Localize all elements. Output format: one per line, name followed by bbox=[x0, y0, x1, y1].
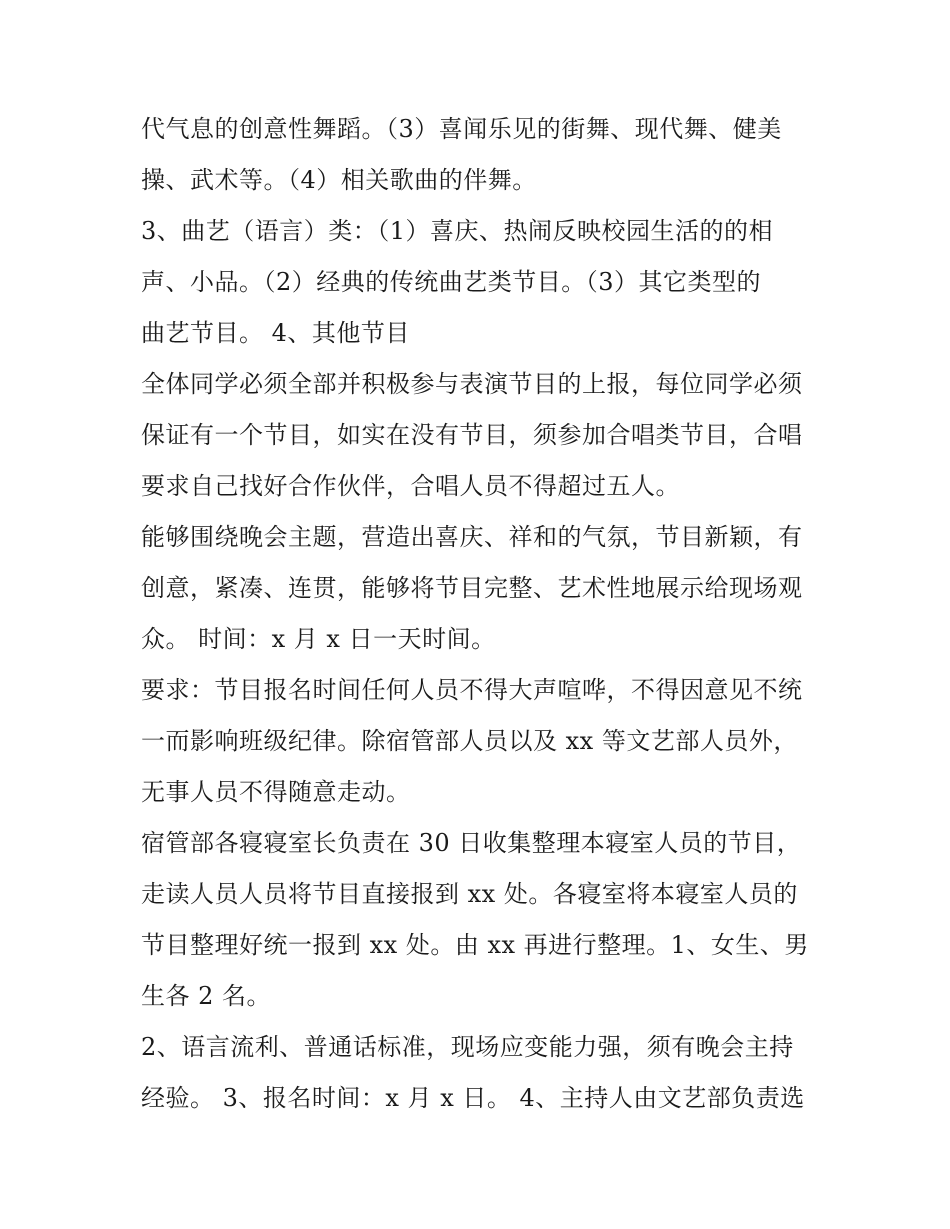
text-line: 操、武术等。（4）相关歌曲的伴舞。 bbox=[141, 166, 537, 194]
text-line: 2、语言流利、普通话标准，现场应变能力强，须有晚会主持 bbox=[141, 1033, 794, 1061]
text-line: 曲艺节目。 4、其他节目 bbox=[141, 319, 410, 347]
text-line: 无事人员不得随意走动。 bbox=[141, 778, 411, 806]
text-line: 3、曲艺（语言）类：（1）喜庆、热闹反映校园生活的的相 bbox=[141, 217, 774, 245]
text-line: 宿管部各寝寝室长负责在 30 日收集整理本寝室人员的节目， bbox=[141, 829, 802, 857]
text-line: 众。 时间：x 月 x 日一天时间。 bbox=[141, 625, 496, 653]
text-line: 保证有一个节目，如实在没有节目，须参加合唱类节目，合唱 bbox=[141, 421, 803, 449]
text-line: 代气息的创意性舞蹈。（3）喜闻乐见的街舞、现代舞、健美 bbox=[141, 115, 782, 143]
text-line: 创意，紧凑、连贯，能够将节目完整、艺术性地展示给现场观 bbox=[141, 574, 803, 602]
text-line: 一而影响班级纪律。除宿管部人员以及 xx 等文艺部人员外， bbox=[141, 727, 798, 755]
text-line: 要求：节目报名时间任何人员不得大声喧哗，不得因意见不统 bbox=[141, 676, 803, 704]
text-line: 经验。 3、报名时间：x 月 x 日。 4、主持人由文艺部负责选 bbox=[141, 1084, 805, 1112]
text-line: 走读人员人员将节目直接报到 xx 处。各寝室将本寝室人员的 bbox=[141, 880, 798, 908]
text-line: 生各 2 名。 bbox=[141, 982, 272, 1010]
document-body bbox=[141, 104, 821, 1124]
text-line: 节目整理好统一报到 xx 处。由 xx 再进行整理。1、女生、男 bbox=[141, 931, 809, 959]
text-line: 声、小品。（2）经典的传统曲艺类节目。（3）其它类型的 bbox=[141, 268, 762, 296]
text-line: 全体同学必须全部并积极参与表演节目的上报，每位同学必须 bbox=[141, 370, 803, 398]
text-line: 要求自己找好合作伙伴，合唱人员不得超过五人。 bbox=[141, 472, 680, 500]
text-line: 能够围绕晚会主题，营造出喜庆、祥和的气氛，节目新颖，有 bbox=[141, 523, 803, 551]
